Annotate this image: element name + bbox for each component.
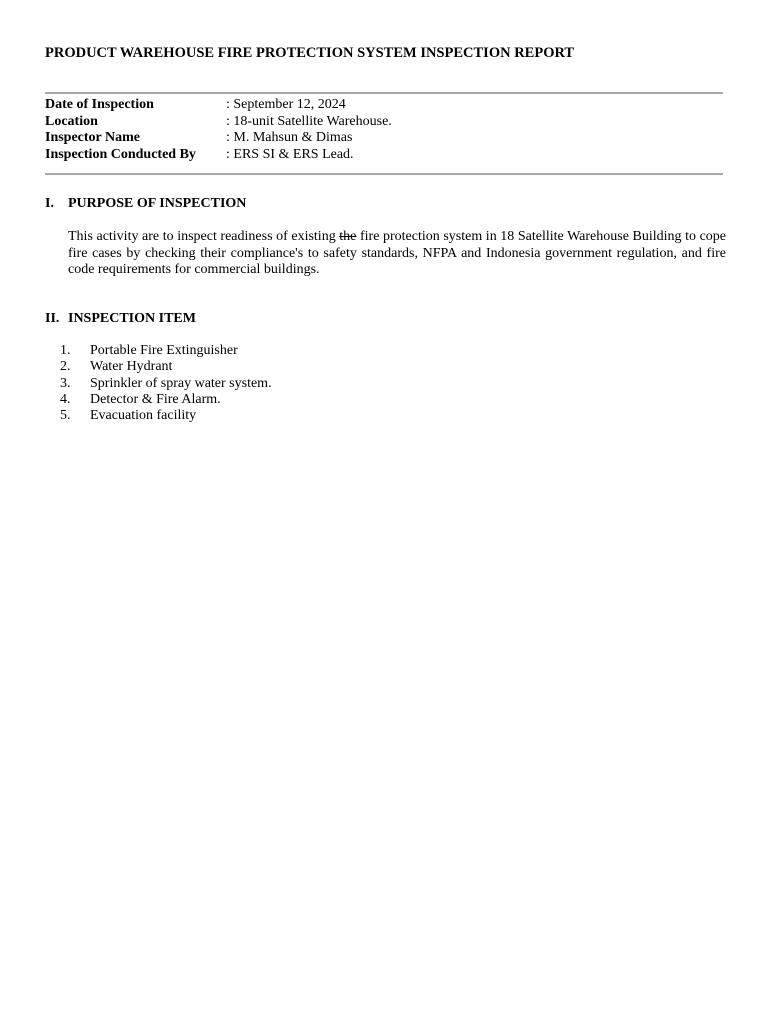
- conducted-by-value: : ERS SI & ERS Lead.: [226, 146, 354, 162]
- inspection-details: [45, 97, 723, 163]
- section-number: I.: [45, 196, 54, 211]
- purpose-text-start: This activity are to inspect readiness of existing: [68, 229, 340, 244]
- meta-row-inspector: [45, 130, 723, 147]
- list-item-number: 4.: [60, 391, 71, 407]
- inspector-label: Inspector Name: [45, 130, 141, 145]
- location-label: Location: [45, 113, 98, 129]
- list-item-text: Sprinkler of spray water system.: [90, 375, 272, 391]
- list-item-number: 3.: [60, 375, 71, 391]
- header-divider-bottom: [45, 173, 723, 175]
- meta-row-location: [45, 114, 723, 131]
- section-number: II.: [45, 311, 60, 326]
- purpose-paragraph: [68, 229, 726, 279]
- list-item-text: Water Hydrant: [90, 359, 173, 375]
- section-items-heading: [45, 310, 196, 327]
- meta-row-conducted-by: [45, 147, 723, 164]
- section-title: INSPECTION ITEM: [68, 311, 196, 326]
- list-item-number: 2.: [60, 359, 71, 375]
- purpose-struck-word: the: [339, 229, 357, 244]
- list-item-number: 1.: [60, 343, 71, 358]
- list-item-number: 5.: [60, 408, 71, 424]
- conducted-by-label: Inspection Conducted By: [45, 146, 196, 162]
- section-purpose-heading: [45, 195, 246, 212]
- purpose-text-end: fire protection system in 18 Satellite Warehouse Building to cope fire cases by checking their compliance's to safety standards, NFPA and Indonesia government regulation, and fire code requirements for commercial buildings.: [68, 229, 726, 277]
- report-title: PRODUCT WAREHOUSE FIRE PROTECTION SYSTEM INSPECTION REPORT: [45, 45, 575, 61]
- list-item-text: Evacuation facility: [90, 408, 197, 424]
- inspector-value: : M. Mahsun & Dimas: [226, 130, 353, 145]
- list-item-text: Detector & Fire Alarm.: [90, 391, 221, 407]
- header-divider-top: [45, 92, 723, 94]
- meta-row-date: [45, 97, 723, 114]
- section-title: PURPOSE OF INSPECTION: [68, 196, 247, 211]
- list-item-text: Portable Fire Extinguisher: [90, 343, 238, 358]
- location-value: : 18-unit Satellite Warehouse.: [226, 113, 392, 129]
- date-label: Date of Inspection: [45, 97, 154, 112]
- date-value: : September 12, 2024: [226, 97, 346, 112]
